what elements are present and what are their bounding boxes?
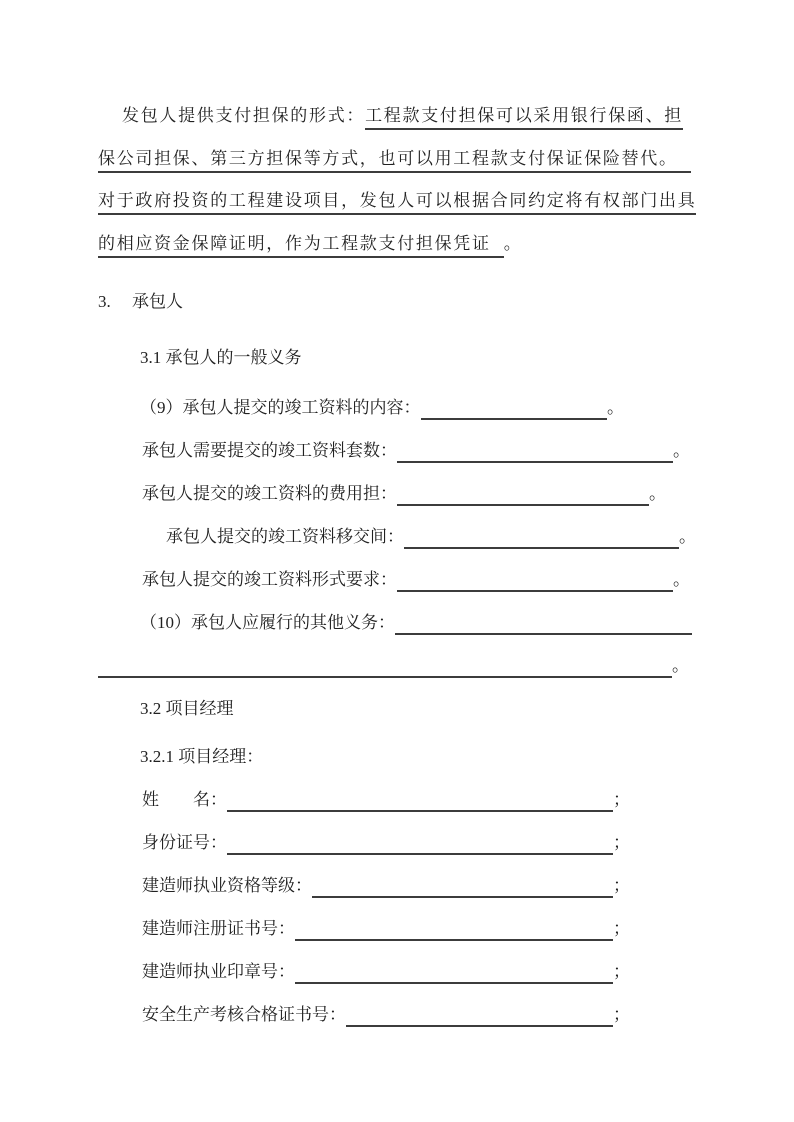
underlined-clause-text: 工程款支付担保可以采用银行保函、担 (365, 106, 683, 130)
semicolon-mark: ； (613, 833, 630, 852)
form-row-completion-materials-content (140, 386, 624, 429)
underlined-clause-text: 对于政府投资的工程建设项目，发包人可以根据合同约定将有权部门出具 (98, 191, 696, 215)
fill-in-blank[interactable] (395, 633, 692, 635)
fill-in-blank[interactable] (227, 810, 613, 812)
fullstop-mark: 。 (673, 570, 690, 589)
form-row-registration-cert-no (142, 907, 630, 950)
fill-in-blank[interactable] (295, 939, 613, 941)
fill-in-blank[interactable] (397, 504, 649, 506)
form-row-completion-materials-cost (142, 472, 666, 515)
field-label: 建造师执业印章号： (142, 962, 295, 981)
paragraph-line (98, 180, 698, 223)
field-label: 姓 名： (142, 790, 227, 809)
form-row-other-obligations-continued (98, 644, 689, 687)
fullstop-mark: 。 (649, 484, 666, 503)
underlined-clause-text: 保公司担保、第三方担保等方式，也可以用工程款支付保证保险替代。 (98, 149, 691, 173)
section-heading-project-manager-sub: 3.2.1 项目经理： (140, 747, 264, 766)
semicolon-mark: ； (613, 876, 630, 895)
fill-in-blank[interactable] (397, 590, 673, 592)
field-label: 身份证号： (142, 833, 227, 852)
field-label: （10）承包人应履行的其他义务： (140, 613, 395, 632)
form-row-id-number (142, 821, 630, 864)
field-label: 建造师执业资格等级： (142, 876, 312, 895)
form-row-completion-materials-handover (166, 515, 696, 558)
field-label: 安全生产考核合格证书号： (142, 1005, 346, 1024)
payment-guarantee-paragraph (98, 95, 698, 265)
form-row-qualification-level (142, 864, 630, 907)
section-heading-general-obligations: 3.1 承包人的一般义务 (140, 348, 302, 367)
field-label: 承包人提交的竣工资料移交间： (166, 527, 404, 546)
fill-in-blank[interactable] (404, 547, 679, 549)
fill-in-blank[interactable] (312, 896, 613, 898)
paragraph-line (98, 138, 698, 181)
form-row-completion-materials-format (142, 558, 690, 601)
fill-in-blank[interactable] (421, 418, 608, 420)
fullstop-mark: 。 (503, 233, 523, 253)
fullstop-mark: 。 (607, 398, 624, 417)
form-row-name (142, 778, 630, 821)
underlined-clause-text: 的相应资金保障证明，作为工程款支付担保凭证 (98, 234, 504, 258)
semicolon-mark: ； (613, 790, 630, 809)
fill-in-blank[interactable] (346, 1025, 613, 1027)
semicolon-mark: ； (613, 919, 630, 938)
form-row-safety-cert-no (142, 993, 630, 1036)
field-label: 建造师注册证书号： (142, 919, 295, 938)
fill-in-blank[interactable] (295, 982, 613, 984)
field-label: 承包人提交的竣工资料的费用担： (142, 484, 397, 503)
fullstop-mark: 。 (679, 527, 696, 546)
fullstop-mark: 。 (673, 441, 690, 460)
fullstop-mark: 。 (672, 656, 689, 675)
paragraph-line (98, 223, 698, 266)
form-row-other-obligations (140, 601, 692, 644)
fill-in-blank[interactable] (98, 676, 672, 678)
section-heading-contractor: 3. 承包人 (98, 292, 183, 311)
field-label: 承包人提交的竣工资料形式要求： (142, 570, 397, 589)
fill-in-blank[interactable] (397, 461, 673, 463)
form-row-completion-materials-sets (142, 429, 690, 472)
field-label: （9）承包人提交的竣工资料的内容： (140, 398, 421, 417)
paragraph-line (98, 95, 698, 138)
section-heading-project-manager: 3.2 项目经理 (140, 699, 234, 718)
field-label: 承包人需要提交的竣工资料套数： (142, 441, 397, 460)
form-row-practice-seal-no (142, 950, 630, 993)
semicolon-mark: ； (613, 1005, 630, 1024)
fill-in-blank[interactable] (227, 853, 613, 855)
paragraph-plain-text: 发包人提供支付担保的形式： (122, 106, 366, 125)
semicolon-mark: ； (613, 962, 630, 981)
